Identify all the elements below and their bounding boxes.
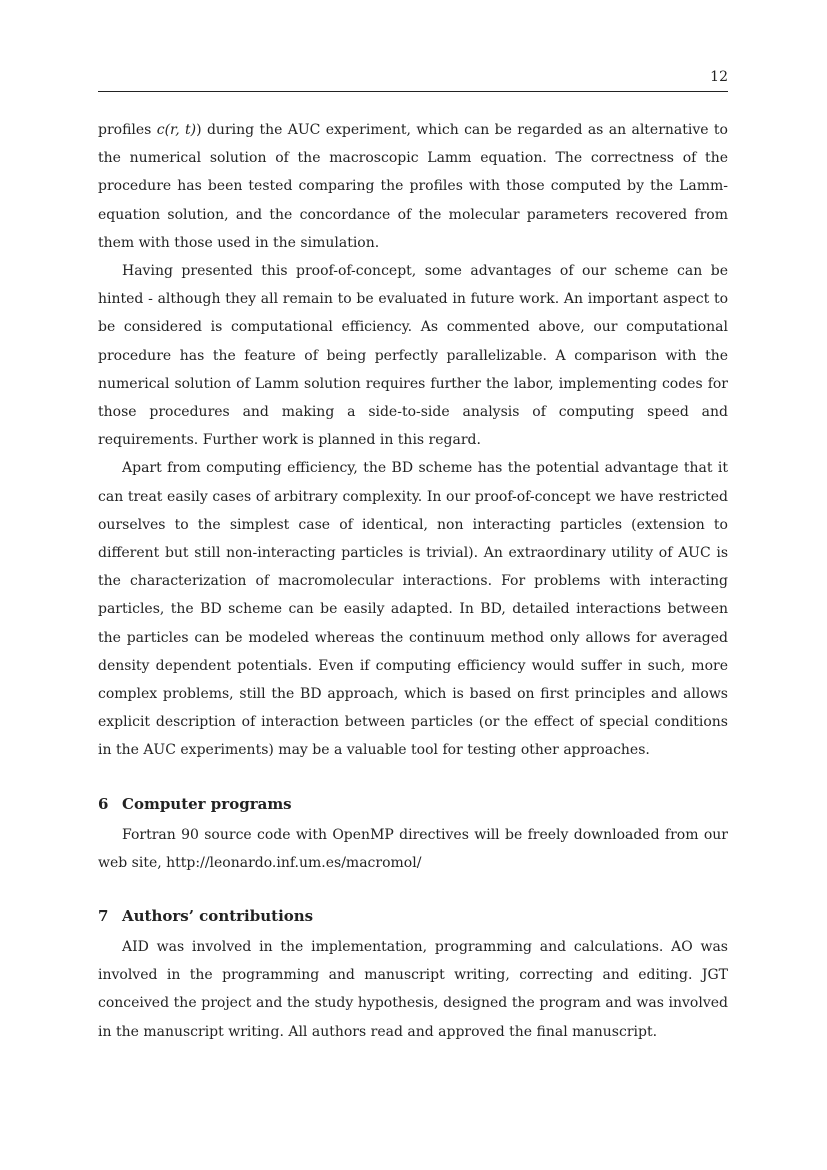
section-number: 6 bbox=[98, 794, 109, 813]
paragraph-authors-contributions: AID was involved in the implementation, programming and calculations. AO was involved in the programming and manuscript writing, correcting and editing. JGT conceived the project and the study hypothesis, designed the program and was involved in the manuscript writing. All authors read and approved the final manuscript. bbox=[98, 939, 728, 1040]
section-title: Computer programs bbox=[122, 794, 292, 813]
page-number: 12 bbox=[710, 69, 728, 85]
paragraph-profiles-pre: profiles bbox=[98, 122, 157, 138]
paragraph-profiles bbox=[98, 116, 728, 257]
section-heading-authors-contributions bbox=[98, 905, 728, 927]
page-header bbox=[98, 69, 728, 92]
section-title: Authors’ contributions bbox=[122, 907, 314, 926]
paragraph-computer-programs: Fortran 90 source code with OpenMP directives will be freely downloaded from our web site, http://leonardo.inf.um.es/macromol/ bbox=[98, 826, 728, 871]
page-content bbox=[98, 116, 728, 1046]
section-heading-computer-programs bbox=[98, 793, 728, 815]
paragraph-profiles-post: ) during the AUC experiment, which can be regarded as an alternative to the numerical solution of the macroscopic Lamm equation. The correctness of the procedure has been tested comparing the profiles with those computed by the Lamm-equation solution, and the concordance of the molecular parameters recovered from them with those used in the simulation. bbox=[98, 122, 728, 251]
paragraph-proof-of-concept: Having presented this proof-of-concept, some advantages of our scheme can be hinted - although they all remain to be evaluated in future work. An important aspect to be considered is computational efficiency. As commented above, our computational procedure has the feature of being perfectly parallelizable. A comparison with the numerical solution of Lamm solution requires further the labor, implementing codes for those procedures and making a side-to-side analysis of computing speed and requirements. Further work is planned in this regard. bbox=[98, 263, 728, 449]
section-number: 7 bbox=[98, 907, 109, 926]
profile-function-math: c(r, t) bbox=[156, 122, 197, 138]
paragraph-bd-advantages: Apart from computing efficiency, the BD scheme has the potential advantage that it can treat easily cases of arbitrary complexity. In our proof-of-concept we have restricted ourselves to the simplest case of identical, non interacting particles (extension to different but still non-interacting particles is trivial). An extraordinary utility of AUC is the characterization of macromolecular interactions. For problems with interacting particles, the BD scheme can be easily adapted. In BD, detailed interactions between the particles can be modeled whereas the continuum method only allows for averaged density dependent potentials. Even if computing efficiency would suffer in such, more complex problems, still the BD approach, which is based on first principles and allows explicit description of interaction between particles (or the effect of special conditions in the AUC experiments) may be a valuable tool for testing other approaches. bbox=[98, 460, 728, 759]
